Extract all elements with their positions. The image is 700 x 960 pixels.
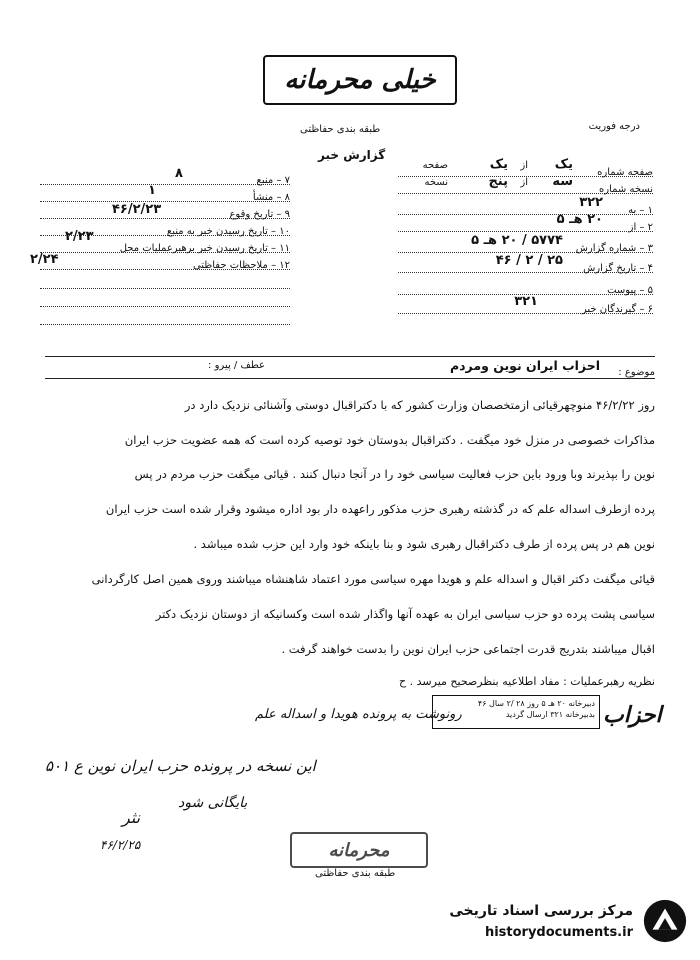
left-field-label: ۸ – منشأ (252, 192, 290, 203)
left-field-value: ۸ (175, 166, 183, 181)
degree-label: درجه فوریت (588, 121, 640, 132)
right-field-row (398, 278, 653, 295)
right-field-tail: صفحه (422, 160, 448, 171)
right-field-row (398, 294, 653, 315)
right-field-mid: از (520, 160, 528, 171)
right-field-label: ۲ – از (628, 222, 653, 233)
body-line: نوین هم در پس پرده از طرف دکتراقبال رهبری شود و بنا باینکه خود وارد این حزب شده میباشد . (193, 537, 655, 551)
watermark-title: مرکز بررسی اسناد تاریخی (449, 903, 633, 919)
body-line: مذاکرات خصوصی در منزل خود میگفت . دکتراقبال بدوستان خود توصیه کرده است که همه عضویت حزب ایران (124, 433, 655, 447)
right-field-row (398, 233, 653, 254)
watermark-logo-icon (641, 897, 689, 945)
left-blank-line (40, 276, 290, 289)
subject-ref-label: عطف / پیرو : (208, 360, 265, 371)
bottom-stamp-text: محرمانه (328, 839, 390, 861)
left-field-value: ۱ (148, 183, 156, 198)
watermark (405, 893, 695, 949)
right-field-value: سه (552, 174, 573, 189)
registration-stamp-line: بدبیرخانه ۳۲۱ ارسال گردید (505, 710, 595, 719)
handwritten-signature: نثر (122, 808, 141, 827)
subject-text: احزاب ایران نوین ومردم (449, 358, 600, 373)
left-field-label: ۱۰ – تاریخ رسیدن خبر به منبع (166, 226, 290, 237)
left-field-value: ۲/۲۳ (65, 229, 94, 244)
right-field-label: ۴ – تاریخ گزارش (583, 263, 653, 274)
right-field-row (398, 157, 653, 178)
left-field-row (40, 185, 290, 202)
report-title: گزارش خبر (318, 148, 386, 162)
top-classification-stamp (263, 55, 457, 105)
right-field-value: ۲۰ هـ ۵ (556, 212, 603, 227)
right-field-label: صفحه شماره (597, 167, 653, 178)
body-line: روز ۴۶/۲/۲۲ منوچهرقیائی ازمتخصصان وزارت کشور که با دکتراقبال دوستی وآشنائی نزدیک دارد در (184, 398, 655, 412)
left-field-label: ۱۱ – تاریخ رسیدن خبر برهبرعملیات محل (119, 243, 290, 254)
right-field-value: ۲۵ / ۲ / ۴۶ (495, 253, 563, 268)
right-field-value: ۵۷۷۴ / ۲۰ هـ ۵ (471, 233, 563, 248)
left-field-label: ۹ – تاریخ وقوع (229, 209, 290, 220)
right-field-row (398, 195, 653, 216)
right-field-row (398, 212, 653, 233)
right-field-value: یک (554, 157, 573, 172)
right-field-value: ۳۲۱ (514, 294, 538, 309)
opinion-line: نظریه رهبرعملیات : مفاد اطلاعیه بنظرصحیح میرسد . ح (399, 675, 655, 688)
left-field-row (40, 202, 290, 219)
top-stamp-text: خیلی محرمانه (284, 65, 436, 95)
left-field-row (40, 219, 290, 244)
bottom-classification-stamp (290, 832, 428, 868)
body-line: نوین را بپذیرند وبا ورود باین حزب فعالیت سیاسی خود را در آنجا دنبال کنند . قیائی میگفت حزب مردم در پس (134, 467, 655, 481)
body-line: سیاسی پشت پرده دو حزب سیاسی ایران به عهده آنها واگذار شده است وکسانیکه از دوستان نزدیک دکتر (155, 607, 655, 621)
subject-divider-bottom (45, 378, 655, 379)
watermark-url: historydocuments.ir (484, 925, 633, 940)
right-field-value2: یک (489, 157, 508, 172)
left-field-label: ۷ – منبع (256, 175, 290, 186)
registration-stamp-line: دبیرخانه ۲۰ هـ ۵ روز ۲۸ /۲ سال ۴۶ (477, 699, 595, 708)
right-field-row (398, 253, 653, 274)
right-field-label: نسخه شماره (599, 184, 653, 195)
right-field-row (398, 174, 653, 195)
subject-row (45, 360, 655, 378)
handwritten-note: رونوشت به پرونده هویدا و اسداله علم (255, 707, 462, 722)
right-field-label: ۱ – به (628, 205, 653, 216)
right-field-tail: نسخه (424, 177, 448, 188)
handwritten-note: بایگانی شود (178, 795, 248, 811)
right-field-label: ۶ – گیرندگان خبر (581, 304, 653, 315)
body-line: قیائی میگفت دکتر اقبال و اسداله علم و هویدا مهره سیاسی مورد اعتماد شاهنشاه میباشند وروی همین اصل کارگردانی (91, 572, 655, 586)
subject-divider (45, 356, 655, 357)
body-line: پرده ازطرف اسداله علم که در گذشته رهبری حزب مذکور راعهده دار بود اداره میشود وقرار شده است حزب ایران (105, 502, 655, 516)
left-blank-line (40, 294, 290, 307)
right-field-mid: از (520, 177, 528, 188)
left-field-label: ۱۲ – ملاحظات حفاظتی (192, 260, 290, 271)
handwritten-date: ۴۶/۲/۲۵ (100, 838, 141, 852)
margin-note: احزاب (603, 702, 662, 728)
right-field-value2: پنج (488, 174, 508, 189)
right-field-label: ۳ – شماره گزارش (575, 243, 653, 254)
right-field-label: ۵ – پیوست (607, 285, 653, 296)
right-field-value: ۳۲۲ (579, 195, 603, 210)
left-field-row (40, 253, 290, 270)
classification-label: طبقه بندی حفاظتی (300, 124, 381, 135)
body-line: اقبال میباشند بتدریج قدرت اجتماعی حزب ایران نوین را بدست خواهند گرفت . (281, 642, 655, 656)
footer-classification-label: طبقه بندی حفاظتی (315, 868, 396, 879)
handwritten-note: این نسخه در پرونده حزب ایران نوین ع ۵۰۱ (45, 757, 316, 775)
left-field-value: ۲/۲۴ (30, 252, 59, 267)
left-field-value: ۴۶/۲/۲۳ (112, 202, 162, 217)
subject-label: موضوع : (618, 367, 655, 378)
left-field-row (40, 168, 290, 185)
left-blank-line (40, 312, 290, 325)
